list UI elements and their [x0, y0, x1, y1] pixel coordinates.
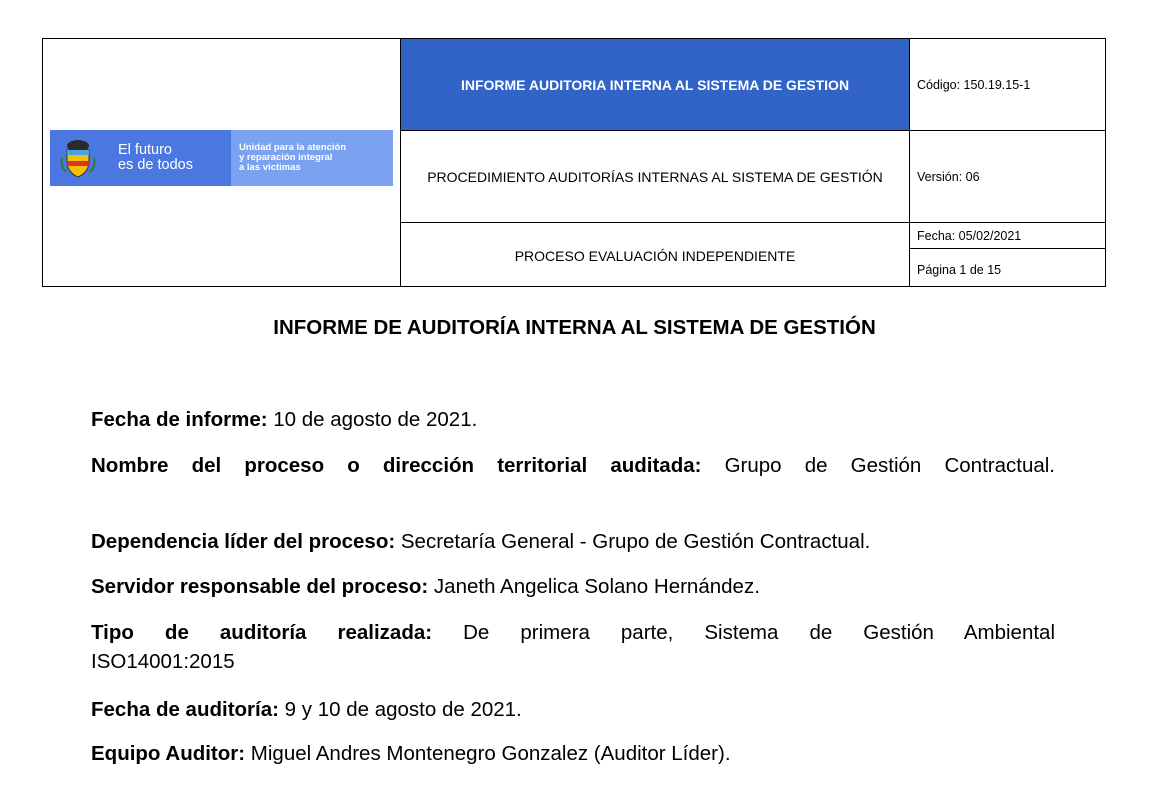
field-audit-date: [91, 695, 1055, 724]
field-value: Secretaría General - Grupo de Gestión Contractual.: [395, 530, 871, 553]
unit-name-text: [239, 143, 346, 173]
document-code: Código: 150.19.15-1: [910, 39, 1105, 131]
field-audit-team: [91, 739, 1055, 768]
page-number: Página 1 de 15: [917, 262, 1002, 277]
field-label: Tipo de auditoría realizada:: [91, 621, 433, 644]
report-title-cell: INFORME AUDITORIA INTERNA AL SISTEMA DE GESTION: [401, 39, 910, 131]
unit-line-1: Unidad para la atención: [239, 142, 347, 153]
field-label: Fecha de informe:: [91, 408, 268, 431]
field-responsible: [91, 572, 1055, 601]
slogan-line-2: es de todos: [118, 157, 193, 173]
field-value: 10 de agosto de 2021.: [267, 408, 478, 431]
coat-of-arms-icon: [58, 136, 98, 180]
field-value: Janeth Angelica Solano Hernández.: [428, 575, 760, 598]
logo-right-panel: [231, 130, 393, 186]
institution-logo: [50, 130, 393, 186]
slogan-line-1: El futuro: [118, 142, 172, 158]
field-lead-dependency: [91, 527, 1055, 556]
procedure-name: PROCEDIMIENTO AUDITORÍAS INTERNAS AL SISTEMA DE GESTIÓN: [401, 131, 910, 223]
field-value: Miguel Andres Montenegro Gonzalez (Auditor Líder).: [245, 742, 731, 765]
logo-cell: [43, 39, 401, 286]
field-value: De primera parte, Sistema de Gestión Ambiental: [432, 621, 1055, 644]
document-header-table: [42, 38, 1106, 287]
field-audit-type: [91, 618, 1055, 647]
process-name: PROCESO EVALUACIÓN INDEPENDIENTE: [401, 223, 910, 286]
document-version: Versión: 06: [910, 131, 1105, 223]
field-label: Equipo Auditor:: [91, 742, 246, 765]
document-title: INFORME DE AUDITORÍA INTERNA AL SISTEMA DE GESTIÓN: [273, 316, 876, 339]
field-value: Grupo de Gestión Contractual.: [701, 454, 1055, 477]
logo-left-panel: [50, 130, 231, 186]
field-label: Fecha de auditoría:: [91, 698, 279, 721]
field-report-date: [91, 405, 1055, 434]
field-audit-type-continuation: ISO14001:2015: [91, 650, 235, 673]
field-process-name: [91, 451, 1055, 480]
document-date: Fecha: 05/02/2021: [910, 223, 1105, 249]
field-label: Servidor responsable del proceso:: [91, 575, 429, 598]
slogan-text: [118, 143, 193, 173]
unit-line-3: a las víctimas: [239, 162, 301, 173]
unit-line-2: y reparación integral: [239, 152, 333, 163]
field-label: Dependencia líder del proceso:: [91, 530, 396, 553]
field-value: 9 y 10 de agosto de 2021.: [278, 698, 522, 721]
field-label: Nombre del proceso o dirección territorial auditada:: [91, 454, 702, 477]
